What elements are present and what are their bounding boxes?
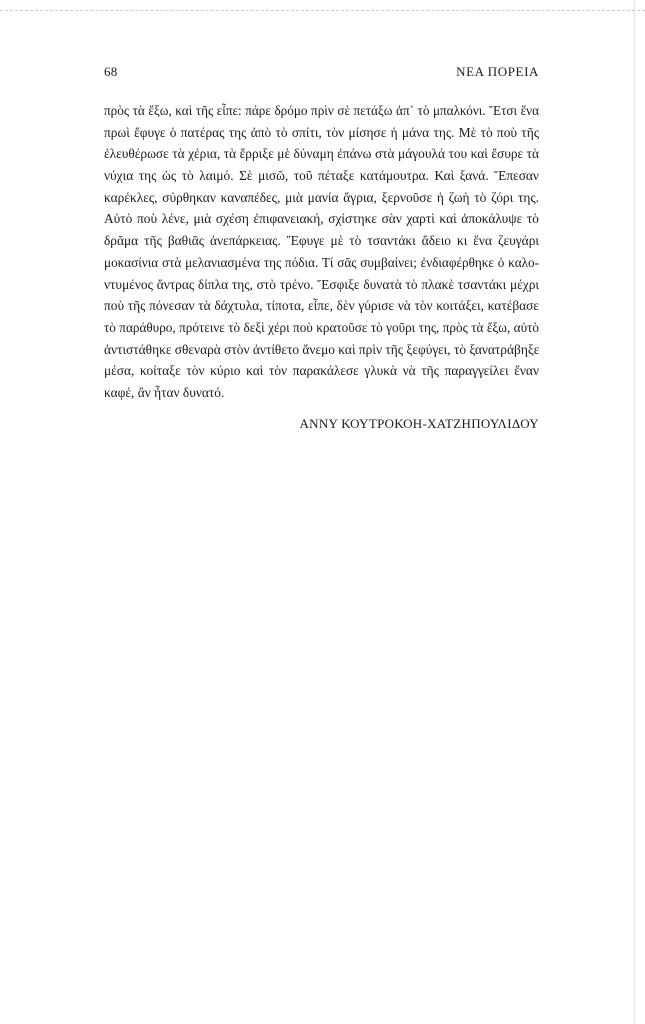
text-line: μοκασίνια στὰ μελανιασμένα της πόδια. Τί σᾶς συμβαίνει; ἐνδιαφέρθηκε ὁ καλο- xyxy=(104,254,539,270)
body-paragraph xyxy=(104,100,539,404)
text-line: ἐλευθέρωσε τὰ χέρια, τὰ ἔρριξε μὲ δύναμη ἐπάνω στὰ μάγουλά του καὶ ἔσυρε τὰ xyxy=(104,146,539,162)
author-signature: ΑΝΝΥ ΚΟΥΤΡΟΚΟΗ-ΧΑΤΖΗΠΟΥΛΙΔΟΥ xyxy=(299,416,539,431)
text-line: δρᾶμα τῆς βαθιᾶς ἀνεπάρκειας. Ἔφυγε μὲ τὸ τσαντάκι ἄδειο κι ἕνα ζευγάρι xyxy=(104,233,539,249)
text-line: τὸ παράθυρο, πρότεινε τὸ δεξὶ χέρι ποὺ κρατοῦσε τὸ γοῦρι της, πρὸς τὰ ἔξω, αὐτὸ xyxy=(104,319,539,335)
text-line: καφέ, ἂν ἦταν δυνατό. xyxy=(104,384,225,400)
text-line: πρωὶ ἔφυγε ὁ πατέρας της ἀπὸ τὸ σπίτι, τὸν μίσησε ἡ μάνα της. Μὲ τὸ ποὺ τῆς xyxy=(104,124,539,140)
text-line: μέσα, κοίταξε τὸν κύριο καὶ τὸν παρακάλεσε γλυκὰ νὰ τῆς παραγγείλει ἕναν xyxy=(104,363,539,379)
page-number: 68 xyxy=(104,64,118,79)
scan-right-edge xyxy=(634,0,635,1024)
text-line: ἀντιστάθηκε σθεναρὰ στὸν ἀντίθετο ἄνεμο καὶ πρὶν τῆς ξεφύγει, τὸ ξανατράβηξε xyxy=(104,341,540,357)
scan-top-edge xyxy=(0,10,645,11)
text-line: πρὸς τὰ ἔξω, καὶ τῆς εἶπε: πάρε δρόμο πρὶν σὲ πετάξω ἀπ᾽ τὸ μπαλκόνι. Ἔτσι ἕνα xyxy=(104,103,539,118)
page-header xyxy=(104,64,539,82)
running-title: ΝΕΑ ΠΟΡΕΙΑ xyxy=(456,64,539,79)
text-line: καρέκλες, σύρθηκαν καναπέδες, μιὰ μανία ἄγρια, ξερνοῦσε ἡ ζωὴ τὸ ζόρι της. xyxy=(104,189,539,205)
text-line: ντυμένος ἄντρας δίπλα της, στὸ τρένο. Ἔσφιξε δυνατὰ τὸ πλακὲ τσαντάκι μέχρι xyxy=(104,276,539,292)
text-line: νύχια της ὡς τὸ λαιμό. Σὲ μισῶ, τοῦ πέταξε κατάμουτρα. Καὶ ξανά. Ἔπεσαν xyxy=(104,168,539,184)
text-line: Αὐτὸ ποὺ λένε, μιὰ σχέση ἐπιφανειακή, σχίστηκε σὰν χαρτὶ καὶ ἀποκάλυψε τὸ xyxy=(104,211,539,227)
text-line: ποὺ τῆς πόνεσαν τὰ δάχτυλα, τίποτα, εἶπε, δὲν γύρισε νὰ τὸν κοιτάξει, κατέβασε xyxy=(104,298,539,314)
